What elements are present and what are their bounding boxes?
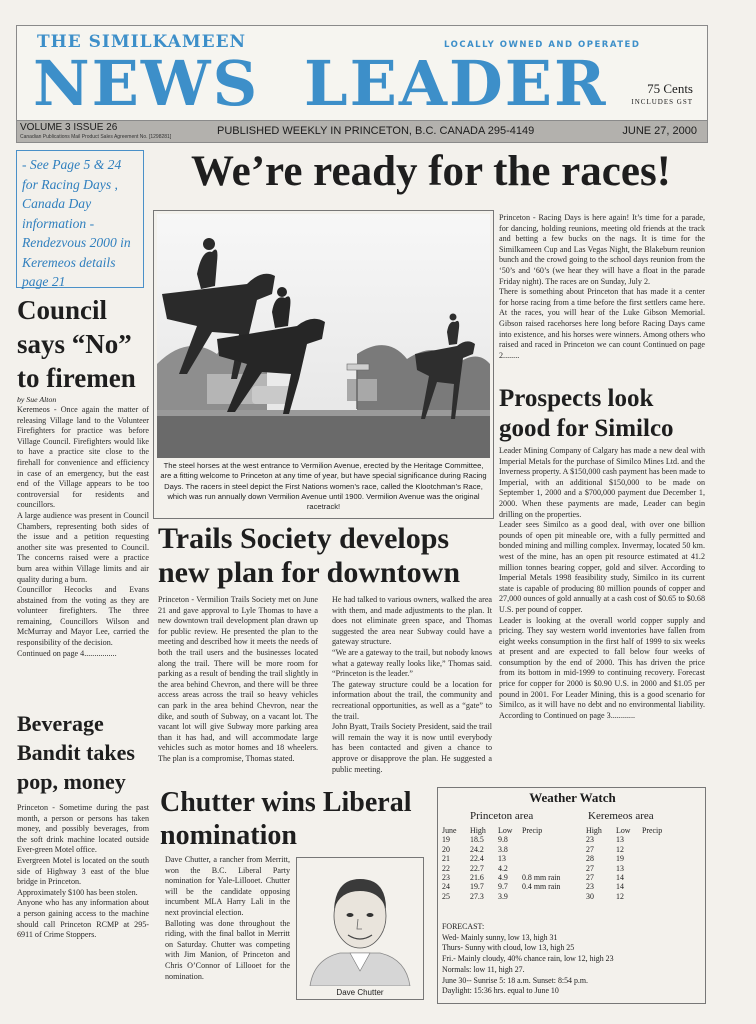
paragraph: Princeton - Sometime during the past month, a person or persons has taken money, and possibly beverages, from the soft drink machine located outside Ever-green Motel office. — [17, 803, 149, 855]
weather-area-keremeos: Keremeos area — [588, 810, 654, 822]
masthead-news: NEWS — [33, 47, 260, 120]
cell: 27 — [586, 873, 594, 883]
paragraph: Leader Mining Company of Calgary has made a new deal with Imperial Metals for the purchase of Similco Mines Ltd. and the Inverness property. A $150,000 cash payment has been made to Imperial, with an additional $150,000 to be made on September 1, 2000 and a $700,000 payment due December 1, 2000. When these payments are made, Leader can begin drilling on the properties. — [499, 446, 705, 519]
forecast-line: Daylight: 15:36 hrs. equal to June 10 — [442, 986, 559, 996]
cell: 9.7 — [498, 882, 508, 892]
main-photo-box — [153, 210, 494, 519]
weather-area-princeton: Princeton area — [470, 810, 534, 822]
paragraph: He had talked to various owners, walked the area with them, and made adjustments to the plan. It does not eliminate green space, and Thomas suggested the area near Subway could have a gateway structure. — [332, 595, 492, 647]
table-row — [442, 882, 682, 891]
header-cell: Low — [498, 826, 513, 835]
council-headline: Council says “No” to firemen — [17, 295, 136, 393]
cell — [642, 835, 682, 844]
cell: 20 — [442, 844, 450, 854]
header-cell: Precip — [642, 826, 663, 835]
cell: 24.2 — [470, 844, 484, 854]
price-note: INCLUDES GST — [631, 98, 693, 106]
cell: 4.2 — [498, 863, 508, 873]
forecast-line: Thurs- Sunny with cloud, low 13, high 25 — [442, 943, 575, 953]
cell — [642, 892, 682, 901]
weather-table — [442, 826, 682, 901]
paragraph: John Byatt, Trails Society President, said the trail will remain the way it is now until everybody has been contacted and given a chance to approve or disapprove the plan. He suggested a public meeting. — [332, 722, 492, 774]
table-row — [442, 864, 682, 873]
weather-forecast — [442, 922, 704, 997]
table-row — [442, 854, 682, 863]
paragraph: A large audience was present in Council Chambers, representing both sides of the issue and a petition requesting another site was presented to Council. The concerns raised were a practice burn area within Village limits and air quality during a burn. — [17, 510, 149, 584]
masthead — [16, 25, 708, 121]
paragraph: “We are a gateway to the trail, but nobody knows what a gateway really looks like,” Thomas said. “Princeton is the leader.” — [332, 647, 492, 679]
weather-title: Weather Watch — [529, 790, 616, 805]
cell: 19 — [442, 835, 450, 845]
chutter-photo-box — [296, 857, 424, 1000]
cell: 23 — [586, 882, 594, 892]
table-row — [442, 873, 682, 882]
cell — [642, 873, 682, 882]
cell: 19.7 — [470, 882, 484, 892]
council-story-body — [17, 405, 149, 659]
cell: 13 — [616, 835, 624, 845]
issue-bar — [16, 121, 708, 143]
header-cell: Low — [616, 826, 631, 835]
photo-caption: The steel horses at the west entrance to Vermilion Avenue, erected by the Heritage Committee, are a fitting welcome to Princeton at any time of year, but have special significance during Racing Days. The racers in steel depict the First Nations women’s race, called the Klootchman’s Race, which was run annually down Vermilion Avenue until 1900. Vermilion Avenue was the original racetrack! — [160, 461, 487, 512]
cell: 23 — [586, 835, 594, 845]
races-story-body — [499, 213, 705, 361]
cell: 22.7 — [470, 863, 484, 873]
weather-header-row — [442, 826, 682, 835]
forecast-line: Wed- Mainly sunny, low 13, high 31 — [442, 932, 558, 942]
cell: 22 — [442, 863, 450, 873]
chutter-headline: Chutter wins Liberal nomination — [160, 787, 412, 851]
masthead-leader: LEADER — [304, 47, 608, 120]
volume-issue: VOLUME 3 ISSUE 26 — [20, 122, 118, 133]
chutter-photo-caption: Dave Chutter — [336, 988, 384, 997]
promo-box: - See Page 5 & 24 for Racing Days , Canada Day information - Rendezvous 2000 in Keremeos details page 21 — [16, 150, 144, 288]
cell: 3.8 — [498, 844, 508, 854]
header-cell: June — [442, 826, 457, 835]
price: 75 Cents — [647, 81, 693, 96]
cell: 4.9 — [498, 873, 508, 883]
paragraph: Councillor Hecocks and Evans abstained from the voting as they are volunteer firefighters. The three remaining, Councillors Wilson and McMurray and Mayor Lee, carried the responsibility of the decision. — [17, 585, 149, 648]
trails-headline: Trails Society develops new plan for downtown — [158, 522, 461, 589]
cell: 3.9 — [498, 891, 508, 901]
cell: 12 — [616, 844, 624, 854]
table-row — [442, 835, 682, 844]
forecast-line: June 30-- Sunrise 5: 18 a.m. Sunset: 8:54 p.m. — [442, 975, 588, 985]
cell: 27 — [586, 863, 594, 873]
cell: 23 — [442, 873, 450, 883]
masthead-tagline: LOCALLY OWNED AND OPERATED — [444, 40, 641, 50]
portrait-photo — [300, 861, 420, 986]
cell: 0.8 mm rain — [522, 873, 561, 883]
cell: 27.3 — [470, 891, 484, 901]
cell: 21.6 — [470, 873, 484, 883]
forecast-line: Normals: low 11, high 27. — [442, 964, 525, 974]
header-cell: High — [586, 826, 602, 835]
cell: 18.5 — [470, 835, 484, 845]
cell: 0.4 mm rain — [522, 882, 561, 892]
cell: 13 — [616, 863, 624, 873]
forecast-label: FORECAST: — [442, 922, 485, 931]
beverage-headline: Beverage Bandit takes pop, money — [17, 711, 135, 794]
issue-date: JUNE 27, 2000 — [622, 125, 697, 137]
cell: 25 — [442, 891, 450, 901]
cell — [522, 835, 586, 844]
prospects-headline: Prospects look good for Similco — [499, 385, 674, 442]
mail-agreement: Canadian Publications Mail Product Sales Agreement No. [1298281] — [20, 134, 172, 140]
council-byline: by Sue Alton — [17, 395, 57, 404]
prospects-story-body — [499, 446, 705, 721]
paragraph: Keremeos - Once again the matter of releasing Village land to the Volunteer Firefighters for practice was before Village Council. Firefighters would like to have a practice site close to the firehall for convenience and efficiency in case of an emergency, but the east end of the Village appears to be too controversial for residents and councillors. — [17, 405, 149, 510]
cell: 28 — [586, 854, 594, 864]
cell: 9.8 — [498, 835, 508, 845]
masthead-subtitle: THE SIMILKAMEEN — [37, 32, 247, 52]
paragraph: Princeton - Racing Days is here again! It’s time for a parade, for dancing, holding reunions, meeting old friends at the track and betting a few bucks on the nags. It is time for the Similkameen Cup and Las Vegas Night, the Blakeburn reunion bunch and the crowd going to the school days reunion from the ‘50’s and ‘60’s (we hear they will have a float in the parade Friday night). The races are on Sunday, July 2. — [499, 213, 705, 286]
paragraph: Princeton - Vermilion Trails Society met on June 21 and gave approval to Lyle Thomas to have a new downtown trail development plan drawn up for public review. He presented the plan to the meeting and described how it meets the needs of both the trail users and the businesses located along the trail. There will be more room for parking as a result of bending the trail slightly in the area behind Chevron, and there will be three access areas across the trail so heavy vehicles can park in the area behind Chevron, near the dike, and south of Subway, on a vacant lot. The vacant lot will give Subway more parking area than it has had, and will accommodate large vehicles such as motor homes and 18 wheelers. The plan is a compromise, Thomas stated. — [158, 595, 318, 763]
paragraph: Approximately $100 has been stolen. — [17, 887, 138, 897]
cell: 21 — [442, 854, 450, 864]
cell — [522, 845, 586, 854]
cell: 27 — [586, 844, 594, 854]
weather-watch-box — [437, 787, 706, 1004]
paragraph: Balloting was done throughout the riding, with the final ballot in Merritt on Saturday. Chutter was competing with Jim Manion, of Princeton and Chris O’Connor of Lillooet for the nomination. — [165, 918, 290, 981]
paragraph: Leader is looking at the overall world copper supply and pricing. They say western world inventories have fallen from eight weeks consumption in the first half of 1999 to six weeks at present and are expected to fall below four weeks of consumption by the end of 2000. This has driven the price from its bottom in mid-1999 to continuing recovery. Forecast price for copper for 2000 is $0.90 U.S. in 2000 and $1.05 per pound in 2001. For Leader Mining, this is a good scenario for Similco, as it will have no debt and no environmental liability. According to Continued on page 3............ — [499, 615, 705, 720]
cell: 14 — [616, 882, 624, 892]
cell — [522, 864, 586, 873]
paragraph: Anyone who has any information about a person gaining access to the machine should call Princeton RCMP at 295-6911 of Crime Stoppers. — [17, 898, 149, 940]
chutter-story-body — [165, 855, 290, 982]
cell — [642, 854, 682, 863]
cell — [642, 845, 682, 854]
paragraph: Evergreen Motel is located on the south side of Highway 3 east of the blue bridge in Princeton. — [17, 855, 149, 887]
cell: 13 — [498, 854, 506, 864]
publication-line: PUBLISHED WEEKLY IN PRINCETON, B.C. CANADA 295-4149 — [217, 125, 535, 137]
header-cell: Precip — [522, 826, 543, 835]
main-headline: We’re ready for the races! — [191, 148, 671, 195]
continued-link: Continued on page 4................ — [17, 648, 117, 658]
cell — [642, 864, 682, 873]
paragraph: The gateway structure could be a location for information about the trail, the community and recreational opportunities, as well as a “gate” to the trail. — [332, 679, 492, 721]
cell — [522, 854, 586, 863]
cell: 19 — [616, 854, 624, 864]
cell — [642, 882, 682, 891]
paragraph: Dave Chutter, a rancher from Merritt, won the B.C. Liberal Party nomination for Yale-Lillooet. Chutter will be the candidate opposing incumbent MLA Harry Lali in the next provincial election. — [165, 855, 290, 917]
table-row — [442, 892, 682, 901]
cell: 12 — [616, 891, 624, 901]
cell — [522, 892, 586, 901]
paragraph: There is something about Princeton that has made it a center for horse racing from a time before the first settlers came here. At the races, you will hear of the Luke Gibson Memorial. Gibson raised racehorses here long before Racing Days came into existence, and his horses were winners. Among others who raised and raced in Princeton we can count Continued on page 2........ — [499, 287, 705, 360]
beverage-story-body — [17, 803, 149, 941]
cell: 30 — [586, 891, 594, 901]
trails-story-body — [158, 595, 492, 775]
table-row — [442, 845, 682, 854]
cell: 22.4 — [470, 854, 484, 864]
paragraph: Leader sees Similco as a good deal, with over one billion pounds of open pit mineable ore, with a fully permitted and bonded mining and milling complex. Invermay, located 50 km. west of the mine, has an open pit resource estimated at 41.2 million tonnes bearing copper, gold and silver. According to Imperial Metals 1998 feasibility study, Similco in its current state is capable of producing 80 million pounds of copper and 27,000 ounces of gold annually at a cash cost of $0.65 to $0.68 U.S. per pound of copper. — [499, 520, 705, 614]
cell: 14 — [616, 873, 624, 883]
horse-statues-photo — [157, 214, 490, 458]
header-cell: High — [470, 826, 486, 835]
forecast-line: Fri.- Mainly cloudy, 40% chance rain, low 12, high 23 — [442, 954, 614, 964]
cell: 24 — [442, 882, 450, 892]
